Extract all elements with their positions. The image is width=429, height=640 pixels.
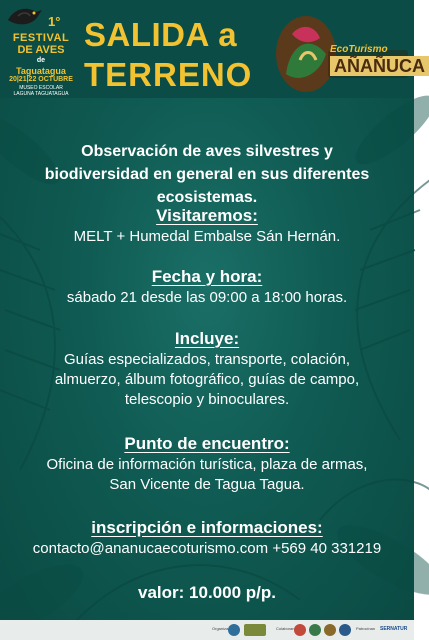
section-heading: inscripción e informaciones:: [91, 518, 323, 537]
sponsors-footer: [0, 620, 414, 640]
section-body: sábado 21 desde las 09:00 a 18:00 horas.: [66, 289, 348, 306]
price-text: valor: 10.000 p/p.: [138, 583, 276, 602]
festival-title-line1: FESTIVAL: [12, 32, 70, 44]
brand-eco-label: EcoTurismo: [330, 44, 388, 55]
section-inscripcion: [0, 517, 414, 559]
section-body: telescopio y binoculares.: [124, 391, 290, 408]
footer-patrocinan-label: Patrocinan: [356, 626, 376, 631]
page-title-line1: SALIDA a: [84, 16, 238, 53]
section-fecha-hora: [0, 266, 414, 308]
festival-title-line2: DE AVES: [17, 44, 65, 56]
ecoturismo-logo: [270, 4, 425, 96]
section-visitaremos: [0, 205, 414, 247]
section-body: San Vicente de Tagua Tagua.: [109, 476, 305, 493]
collaborator-logo-icon: [339, 624, 351, 636]
page-title-line2: TERRENO: [84, 56, 253, 93]
intro-text: Observación de aves silvestres y biodiversidad en general en sus diferentes ecosistemas.: [44, 143, 370, 206]
contact-info[interactable]: contacto@ananucaecoturismo.com +569 40 331219: [32, 540, 382, 557]
section-heading: Visitaremos:: [156, 206, 258, 225]
section-heading: Fecha y hora:: [151, 267, 263, 286]
festival-month: OCTUBRE: [38, 76, 73, 83]
bird-icon: [4, 2, 44, 32]
festival-title-line3: de: [36, 57, 46, 64]
festival-title-line4: Taguatagua: [16, 66, 66, 76]
festival-dates: [2, 76, 80, 83]
festival-number: 1°: [48, 14, 61, 29]
section-heading: Incluye:: [174, 329, 240, 348]
header-bar: [0, 0, 425, 98]
collaborator-logo-icon: [324, 624, 336, 636]
sernatur-logo: SERNATUR: [380, 626, 408, 632]
section-punto-encuentro: [0, 433, 414, 495]
footer-colaboran-label: Colaboran: [276, 626, 295, 631]
section-body: MELT + Humedal Embalse Sán Hernán.: [73, 228, 341, 245]
organizer-logo-icon: [228, 624, 240, 636]
festival-logo: [2, 2, 80, 96]
collaborator-logo-icon: [294, 624, 306, 636]
section-incluye: [0, 328, 414, 410]
festival-venue-line1: MUSEO ESCOLAR: [19, 85, 63, 91]
footer-organiza-label: Organiza: [212, 626, 229, 631]
brand-name: AÑAÑUCA: [330, 56, 429, 76]
festival-venue-line2: LAGUNA TAGUATAGUA: [13, 91, 69, 97]
section-body: almuerzo, álbum fotográfico, guías de campo,: [54, 371, 360, 388]
section-body: Guías especializados, transporte, colación,: [64, 351, 350, 368]
melt-logo-icon: [244, 624, 266, 636]
collaborator-logo-icon: [309, 624, 321, 636]
festival-days: 20|21|22: [9, 76, 37, 83]
section-body: Oficina de información turística, plaza de armas,: [46, 456, 368, 473]
section-heading: Punto de encuentro:: [124, 434, 290, 453]
